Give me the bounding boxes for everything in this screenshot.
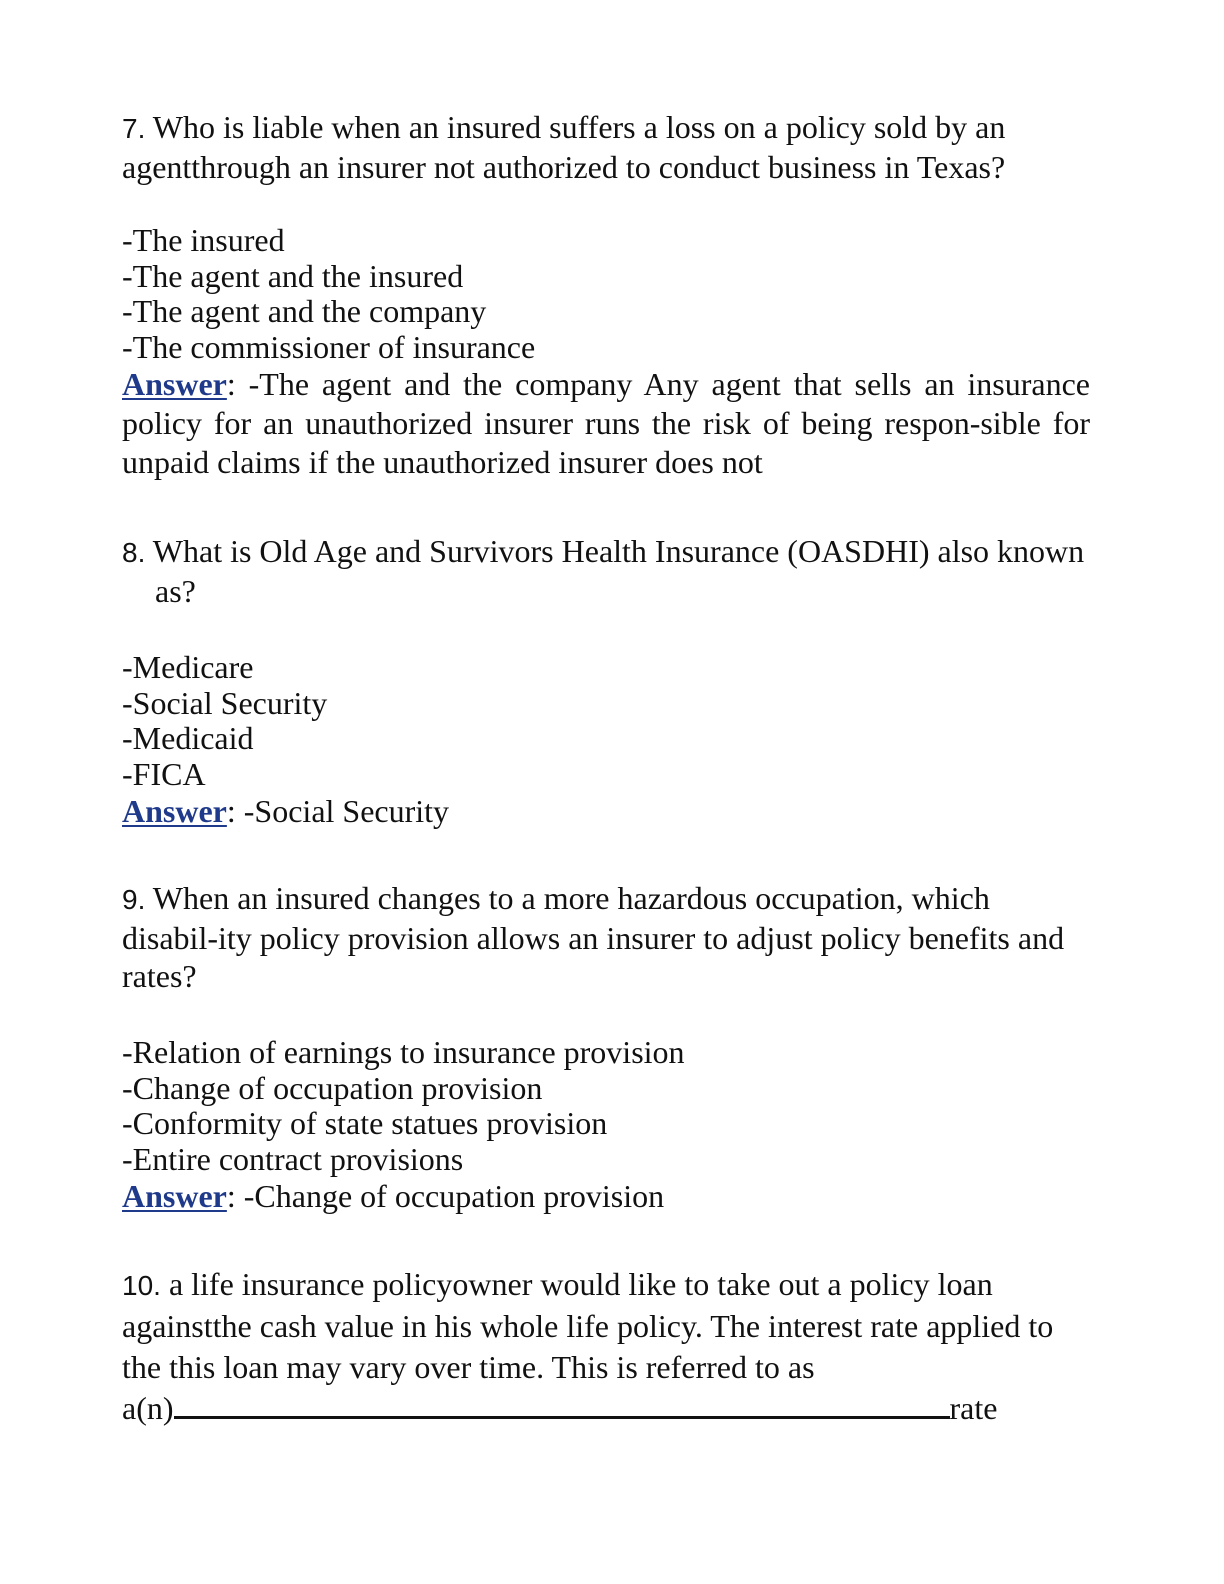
question-9 (122, 879, 1090, 1216)
question-8 (122, 532, 1090, 831)
options-list (122, 223, 1090, 365)
answer-link[interactable]: Answer (122, 366, 227, 402)
question-number: 9. (122, 884, 146, 915)
options-list (122, 1035, 1090, 1177)
options-list (122, 650, 1090, 792)
question-text: 9. When an insured changes to a more hazardous occupation, which disabil-ity policy provision allows an insurer to adjust policy benefits and rates? (122, 880, 1065, 994)
fill-in-blank (174, 1390, 950, 1419)
option-item: -The agent and the insured (122, 257, 464, 294)
option-item: -Change of occupation provision (122, 1069, 543, 1106)
answer-text: Answer: -Change of occupation provision (122, 1178, 665, 1214)
option-item: -Medicare (122, 649, 254, 685)
option-item: -FICA (122, 755, 206, 792)
answer-text: Answer: -The agent and the company Any agent that sells an insurance policy for an unauthorized insurer runs the risk of being respon-sible for unpaid claims if the unauthorized insurer does not (122, 366, 1090, 480)
question-10 (122, 1264, 1090, 1429)
option-item: -The agent and the company (122, 293, 487, 329)
option-item: -Conformity of state statues provision (122, 1105, 608, 1141)
question-7 (122, 108, 1090, 482)
question-text: 10. a life insurance policyowner would like to take out a policy loan againstthe cash value in his whole life policy. The interest rate applied to the this loan may vary over time. This is referred to as a(n) rate (122, 1266, 1054, 1426)
option-item: -The commissioner of insurance (122, 328, 536, 365)
option-item: -Relation of earnings to insurance provision (122, 1034, 685, 1070)
answer-link[interactable]: Answer (122, 793, 227, 829)
question-number: 8. (122, 537, 146, 568)
option-item: -Entire contract provisions (122, 1140, 464, 1177)
document-page (122, 108, 1090, 1429)
question-text: 7. Who is liable when an insured suffers a loss on a policy sold by an agentthrough an insurer not authorized to conduct business in Texas? (122, 109, 1006, 185)
answer-link[interactable]: Answer (122, 1178, 227, 1214)
question-number: 7. (122, 113, 146, 144)
answer-text: Answer: -Social Security (122, 793, 450, 829)
option-item: -The insured (122, 222, 285, 258)
question-text: 8. What is Old Age and Survivors Health Insurance (OASDHI) also known as? (122, 533, 1085, 609)
question-number: 10. (122, 1270, 161, 1301)
option-item: -Medicaid (122, 720, 254, 756)
option-item: -Social Security (122, 684, 328, 721)
